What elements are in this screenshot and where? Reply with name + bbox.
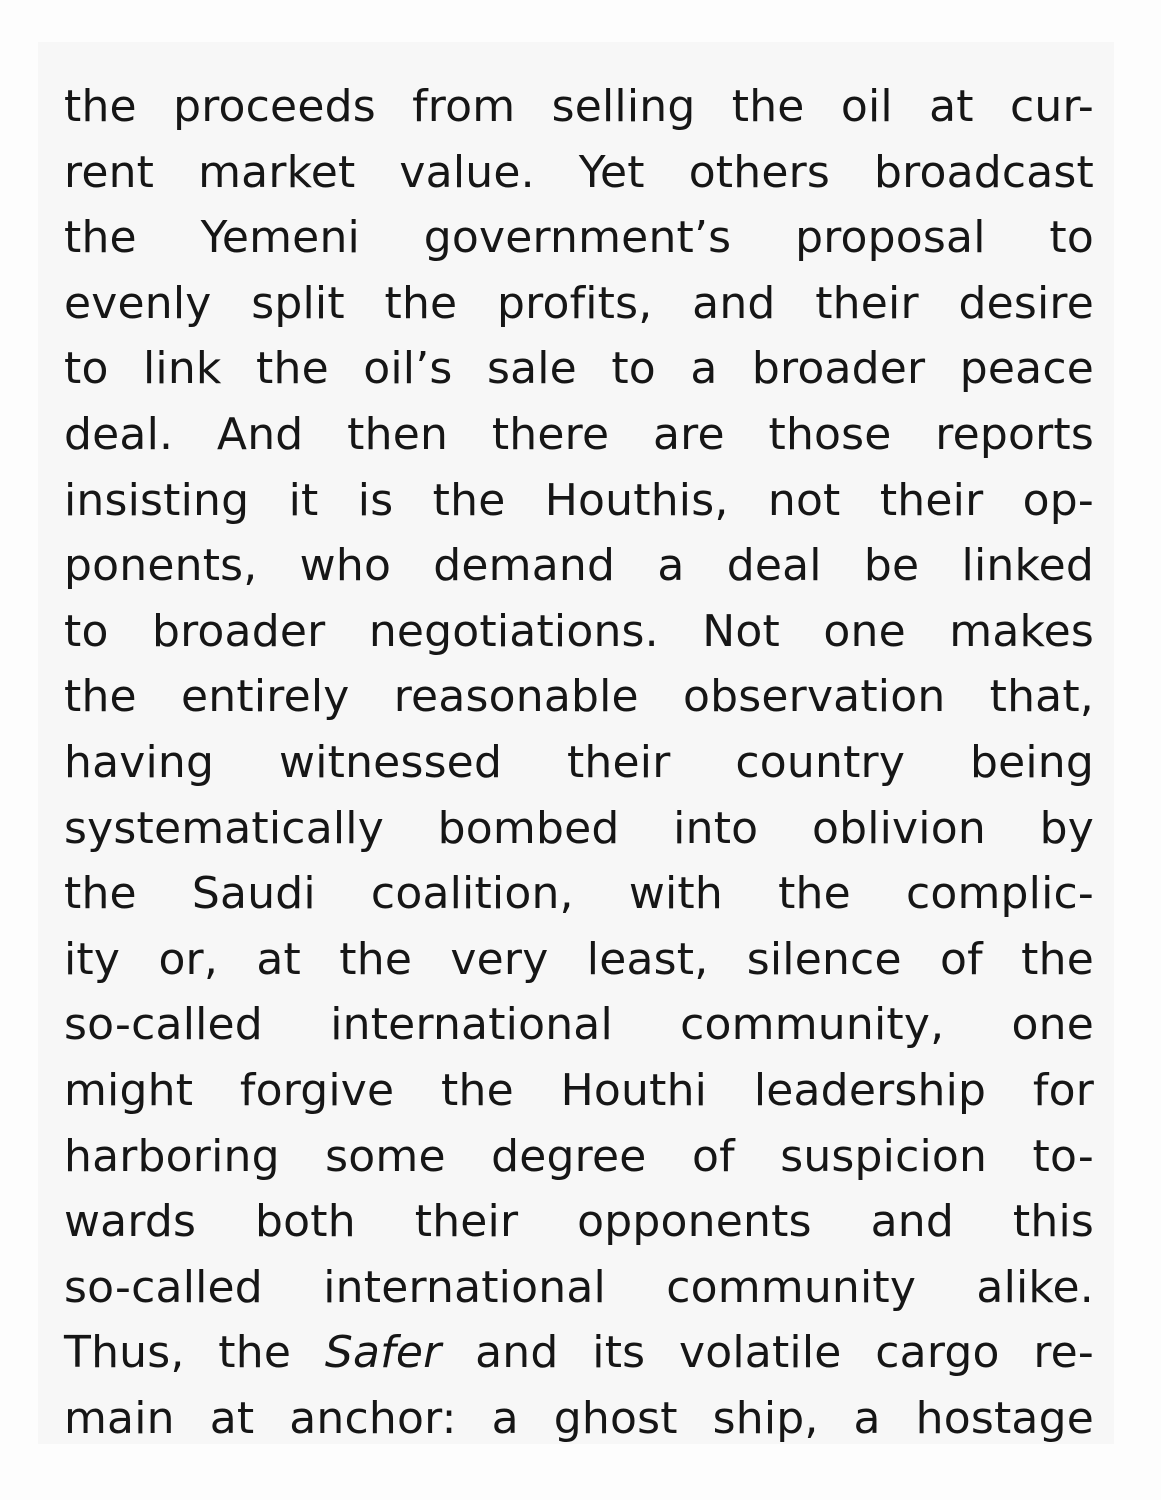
- text-segment: and its volatile cargo re-: [441, 1327, 1094, 1379]
- text-line: the proceeds from selling the oil at cur-: [64, 81, 1094, 132]
- text-line: systematically bombed into oblivion by: [64, 802, 1094, 854]
- text-line: wards both their opponents and this: [64, 1196, 1094, 1248]
- text-line: evenly split the profits, and their desire: [64, 277, 1094, 329]
- text-line: ponents, who demand a deal be linked: [64, 540, 1094, 592]
- text-line: main at anchor: a ghost ship, a hostage: [64, 1392, 1094, 1444]
- text-line: might forgive the Houthi leadership for: [64, 1064, 1094, 1116]
- text-line: so-called international community, one: [64, 999, 1094, 1051]
- text-line: harboring some degree of suspicion to-: [64, 1130, 1094, 1182]
- text-line: deal. And then there are those reports: [64, 408, 1094, 460]
- body-text: [64, 74, 1094, 1451]
- text-line: to broader negotiations. Not one makes: [64, 605, 1094, 657]
- text-line: to link the oil’s sale to a broader peace: [64, 343, 1094, 395]
- text-line-with-italic: [64, 1320, 1094, 1386]
- text-line: ity or, at the very least, silence of the: [64, 933, 1094, 985]
- ship-name-italic: Safer: [324, 1327, 442, 1379]
- text-line: rent market value. Yet others broadcast: [64, 146, 1094, 198]
- text-line: insisting it is the Houthis, not their op-: [64, 474, 1094, 526]
- text-segment: Thus, the: [64, 1327, 325, 1379]
- text-line: so-called international community alike.: [64, 1261, 1094, 1313]
- text-line: the Saudi coalition, with the complic-: [64, 868, 1094, 920]
- text-line: having witnessed their country being: [64, 736, 1094, 788]
- text-line: the Yemeni government’s proposal to: [64, 212, 1094, 264]
- text-line: the entirely reasonable observation that,: [64, 671, 1094, 723]
